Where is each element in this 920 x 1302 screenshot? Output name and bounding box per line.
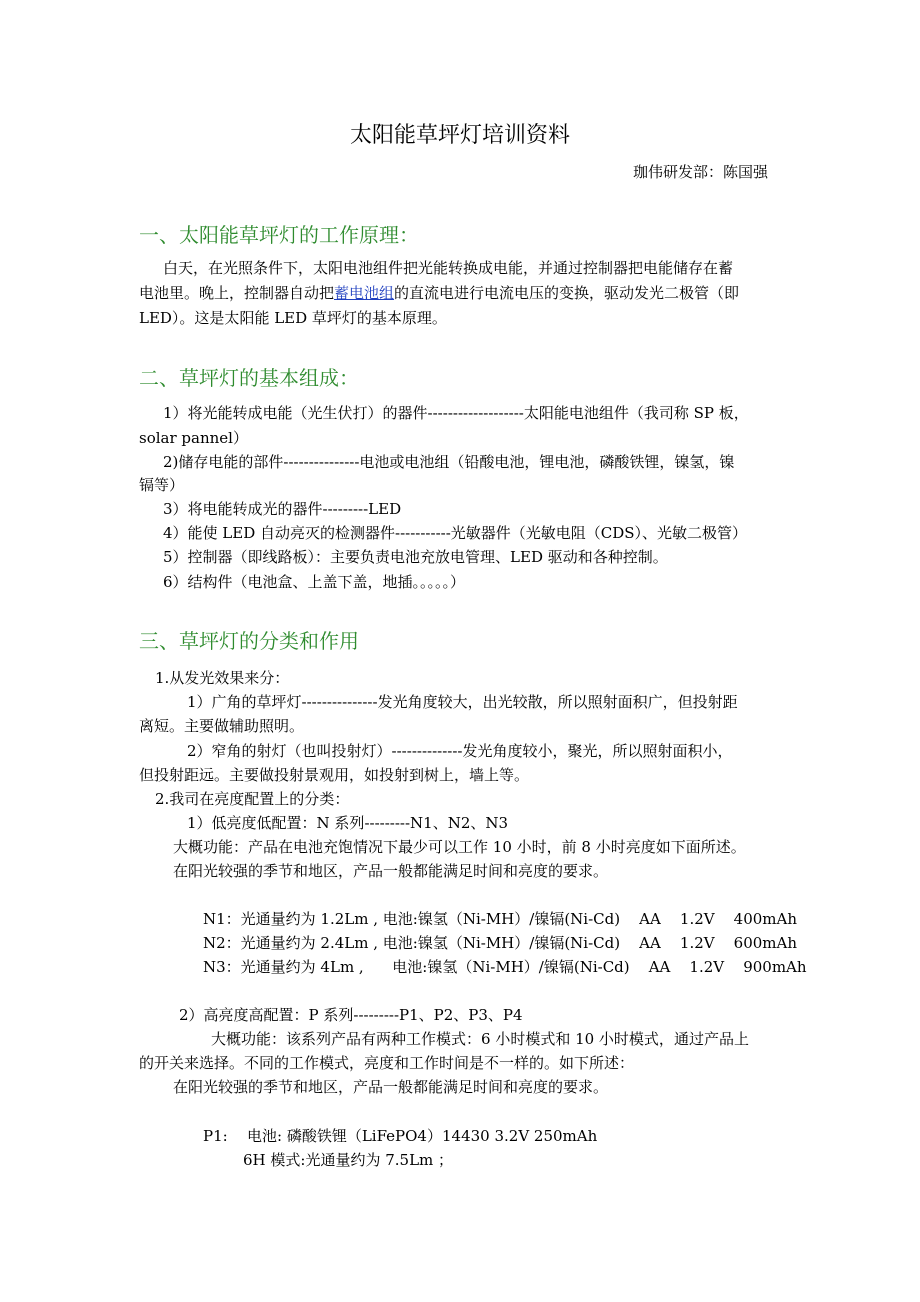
n1-spec: N1：光通量约为 1.2Lm , 电池:镍氢（Ni-MH）/镍镉(Ni-Cd) AA 1.2V 400mAh <box>203 910 798 928</box>
narrow-angle-line-2: 但投射距远。主要做投射景观用，如投射到树上，墙上等。 <box>139 766 530 784</box>
section-2-heading: 二、草坪灯的基本组成： <box>139 366 359 390</box>
section-1-paragraph-line-3: LED）。这是太阳能 LED 草坪灯的基本原理。 <box>139 309 447 327</box>
line-2-text-b: 的直流电进行电流电压的变换，驱动发光二极管（即 <box>394 284 740 302</box>
component-item-2-cont: 镉等） <box>139 476 185 494</box>
section-1-paragraph-line-2 <box>139 283 739 303</box>
section-1-heading: 一、太阳能草坪灯的工作原理： <box>139 223 419 247</box>
section-1-paragraph-line-1: 白天，在光照条件下，太阳电池组件把光能转换成电能，并通过控制器把电能储存在蓄 <box>163 259 734 277</box>
component-item-1-cont: solar pannel） <box>139 429 248 447</box>
low-config-desc-2: 在阳光较强的季节和地区，产品一般都能满足时间和亮度的要求。 <box>173 862 609 880</box>
line-2-text-a: 电池里。晚上，控制器自动把 <box>139 284 335 302</box>
wide-angle-line-2: 离短。主要做辅助照明。 <box>139 717 305 735</box>
p1-battery-spec: 电池: 磷酸铁锂（LiFePO4）14430 3.2V 250mAh <box>247 1127 598 1145</box>
component-item-1: 1）将光能转成电能（光生伏打）的器件-------------------太阳能电池组件（我司称 SP 板， <box>163 404 749 422</box>
classification-1-heading: 1.从发光效果来分： <box>155 669 290 687</box>
n3-spec: N3：光通量约为 4Lm , 电池:镍氢（Ni-MH）/镍镉(Ni-Cd) AA 1.2V 900mAh <box>203 958 807 976</box>
wide-angle-line-1: 1）广角的草坪灯---------------发光角度较大，出光较散，所以照射面积广，但投射距 <box>187 693 738 711</box>
p1-label: P1: <box>203 1127 228 1145</box>
author-line: 珈伟研发部：陈国强 <box>632 163 768 181</box>
n2-spec: N2：光通量约为 2.4Lm , 电池:镍氢（Ni-MH）/镍镉(Ni-Cd) AA 1.2V 600mAh <box>203 934 798 952</box>
component-item-5: 5）控制器（即线路板）：主要负责电池充放电管理、LED 驱动和各种控制。 <box>163 548 668 566</box>
high-config-desc-1: 大概功能：该系列产品有两种工作模式：6 小时模式和 10 小时模式，通过产品上 <box>211 1030 749 1048</box>
classification-2-heading: 2.我司在亮度配置上的分类： <box>155 790 350 808</box>
document-title: 太阳能草坪灯培训资料 <box>349 123 570 148</box>
component-item-6: 6）结构件（电池盒、上盖下盖，地插。。。。。） <box>163 573 466 591</box>
narrow-angle-line-1: 2）窄角的射灯（也叫投射灯）--------------发光角度较小，聚光，所以照射面积小， <box>187 742 733 760</box>
high-config-heading: 2）高亮度高配置：P 系列---------P1、P2、P3、P4 <box>179 1006 523 1024</box>
low-config-heading: 1）低亮度低配置：N 系列---------N1、N2、N3 <box>187 814 509 832</box>
component-item-3: 3）将电能转成光的器件---------LED <box>163 500 402 518</box>
component-item-4: 4）能使 LED 自动亮灭的检测器件-----------光敏器件（光敏电阻（CDS）、光敏二极管） <box>163 524 748 542</box>
high-config-desc-2: 的开关来选择。不同的工作模式，亮度和工作时间是不一样的。如下所述： <box>139 1054 635 1072</box>
high-config-desc-3: 在阳光较强的季节和地区，产品一般都能满足时间和亮度的要求。 <box>173 1078 609 1096</box>
low-config-desc-1: 大概功能：产品在电池充饱情况下最少可以工作 10 小时，前 8 小时亮度如下面所述。 <box>173 838 746 856</box>
battery-pack-link[interactable]: 蓄电池组 <box>334 284 395 302</box>
p1-6h-mode: 6H 模式:光通量约为 7.5Lm ； <box>243 1151 454 1169</box>
section-3-heading: 三、草坪灯的分类和作用 <box>139 629 359 653</box>
component-item-2: 2)储存电能的部件---------------电池或电池组（铅酸电池，锂电池，磷酸铁锂，镍氢，镍 <box>163 453 735 471</box>
